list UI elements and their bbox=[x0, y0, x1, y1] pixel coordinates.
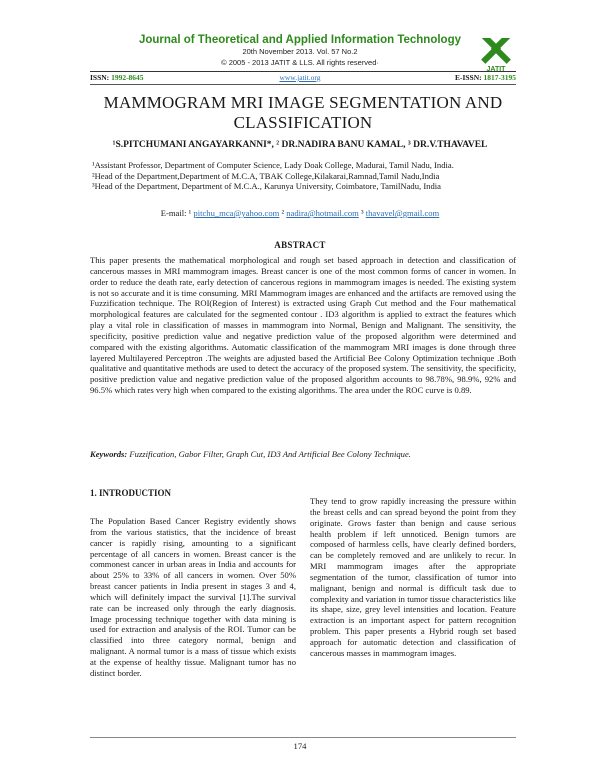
paper-title: MAMMOGRAM MRI IMAGE SEGMENTATION AND CLASSIFICATION bbox=[103, 93, 503, 132]
website-link[interactable]: www.jatit.org bbox=[279, 73, 321, 82]
keywords-label: Keywords: bbox=[90, 449, 128, 459]
email-label: E-mail: ¹ bbox=[160, 208, 194, 218]
page-number: 174 bbox=[293, 741, 307, 751]
keywords bbox=[90, 449, 516, 459]
logo-text: JATIT bbox=[486, 66, 506, 73]
eissn-number: 1817-3195 bbox=[483, 73, 516, 82]
copyright-line: © 2005 - 2013 JATIT & LLS. All rights reserved· bbox=[221, 58, 379, 67]
email-link-2[interactable]: nadira@hotmail.com bbox=[286, 208, 359, 218]
section-heading: 1. INTRODUCTION bbox=[90, 488, 172, 498]
email-sep-3: ³ bbox=[358, 208, 366, 218]
affiliation-2: ²Head of the Department,Department of M.C.A, TBAK College,Kilakarai,Ramnad,Tamil Nadu,India bbox=[92, 170, 440, 181]
email-sep-2: ² bbox=[279, 208, 287, 218]
affiliation-1: ¹Assistant Professor, Department of Computer Science, Lady Doak College, Madurai, Tamil Nadu, India. bbox=[92, 160, 454, 170]
logo-mark-icon bbox=[481, 38, 511, 64]
issue-date: 20th November 2013. Vol. 57 No.2 bbox=[242, 47, 358, 56]
header-rule bbox=[90, 71, 516, 72]
issn-number: 1992-8645 bbox=[111, 73, 144, 82]
eissn bbox=[420, 73, 516, 82]
intro-right-column: They tend to grow rapidly increasing the pressure within the breast cells and can spread beyond the point from they originate. Grows faster than benign and cause serious health problem if left unnoticed. Benign tumors are composed of harmless cells, have clearly defined borders, can be completely removed and are unlikely to recur. In MRI mammogram images after the appropriate segmentation of the tumor, classification of tumor into malignant, benign and normal is difficult task due to complexity and variation in tumor tissue characteristics like its shape, size, grey level intensities and location. Feature extraction is an important aspect for pattern recognition problem. This paper presents a Hybrid rough set based approach for automatic detection and classification of cancerous masses in mammogram images. bbox=[310, 496, 516, 658]
footer-rule bbox=[90, 737, 516, 738]
journal-title: Journal of Theoretical and Applied Information Technology bbox=[138, 34, 462, 46]
abstract-text: This paper presents the mathematical morphological and rough set based approach in detection and classification of cancerous masses in MRI mammogram images. Breast cancer is one of the most common forms of cancer in women. In order to reduce the death rate, early detection of cancerous regions in mammogram images is needed. The existing system is not so accurate and it is time consuming. MRI Mammogram images are enhanced and the artifacts are removed using the Fuzzification technique. The ROI(Region of Interest) is extracted using Graph Cut method and the Four mathematical morphological features are calculated for the segmented contour . ID3 algorithm is applied to extract the features which play a vital role in classification of masses in mammogram into Normal, Benign and Malignant. The sensitivity, the specificity, positive prediction value and negative prediction value of the proposed algorithm were determined and compared with the existing algorithms. Automatic classification of the mammogram MRI images is done through three layered Multilayered Perceptron .The weights are adjusted based the Artificial Bee Colony Optimization technique .Both qualitative and quantitative methods are used to detect the accuracy of the proposed system. The sensitivity, the specificity, positive prediction value and negative prediction value of the proposed algorithm accounts to 98.78%, 98.9%, 92% and 96.5% which rates very high when compared to the existing algorithms. The area under the ROC curve is 0.89. bbox=[90, 255, 516, 396]
header-rule-2 bbox=[90, 84, 516, 85]
email-link-3[interactable]: thavavel@gmail.com bbox=[365, 208, 440, 218]
issn-label: ISSN: bbox=[90, 73, 112, 82]
jatit-logo bbox=[476, 38, 516, 74]
intro-left-column: The Population Based Cancer Registry evidently shows from the various statistics, that the incidence of breast cancer is rapidly rising, amounting to a significant percentage of all cancers in women. Breast cancer is the commonest cancer in urban areas in India and accounts for about 25% to 33% of all cancers in women. Over 50% breast cancer patients in India present in stages 3 and 4, which will definitely impact the survival [1].The survival rate can be increased only through the early diagnosis. Image processing technique together with data mining is used for extraction and analysis of the ROI. Tumor can be classified into three category normal, benign and malignant. A normal tumor is a mass of tissue which exists at the expense of healthy tissue. Malignant tumor has no distinct border. bbox=[90, 516, 296, 678]
email-line bbox=[0, 208, 600, 218]
abstract-heading: ABSTRACT bbox=[274, 240, 326, 250]
authors: ¹S.PITCHUMANI ANGAYARKANNI*, ² DR.NADIRA BANU KAMAL, ³ DR.V.THAVAVEL bbox=[112, 140, 488, 150]
keywords-text: Fuzzification, Gabor Filter, Graph Cut, ID3 And Artificial Bee Colony Technique. bbox=[127, 449, 411, 459]
eissn-label: E-ISSN: bbox=[454, 73, 484, 82]
affiliations bbox=[92, 160, 532, 192]
affiliation-3: ³Head of the Department, Department of M.C.A., Karunya University, Coimbatore, TamilNadu, India bbox=[92, 181, 441, 191]
email-link-1[interactable]: pitchu_mca@yahoo.com bbox=[193, 208, 280, 218]
